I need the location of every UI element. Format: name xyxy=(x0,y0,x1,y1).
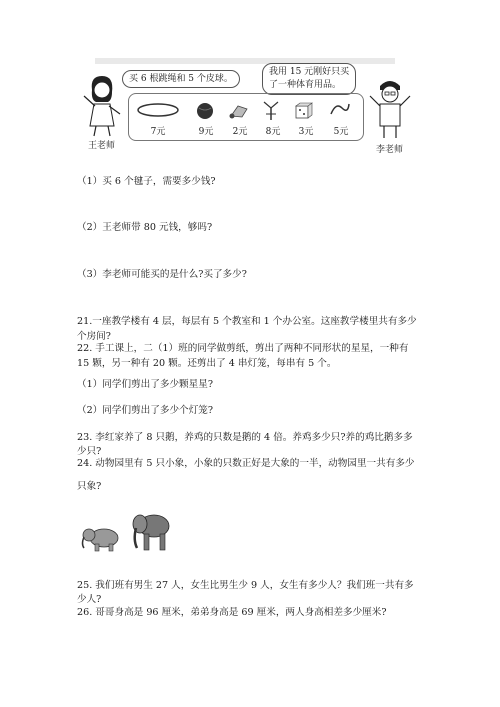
adult-elephant-icon xyxy=(130,510,172,552)
question-24-line2: 只象? xyxy=(77,481,102,492)
rope-icon xyxy=(328,100,352,120)
question-21-line2: 个房间? xyxy=(77,331,111,342)
badminton-racket-icon xyxy=(260,98,282,122)
teacher-wang-label: 王老师 xyxy=(88,141,116,151)
teacher-wang-figure xyxy=(78,70,128,138)
question-23-line1: 23. 李红家养了 8 只鹅，养鸡的只数是鹅的 4 倍。养鸡多少只?养的鸡比鹅多多 xyxy=(77,432,413,443)
left-speech-bubble xyxy=(122,70,240,88)
price-rope: 5元 xyxy=(333,127,349,137)
price-shuttlecock: 2元 xyxy=(232,127,248,137)
teacher-li-figure xyxy=(366,74,416,140)
price-ball: 9元 xyxy=(198,127,214,137)
price-racket: 8元 xyxy=(265,127,281,137)
price-dice: 3元 xyxy=(298,127,314,137)
dice-icon xyxy=(294,102,314,120)
question-25-line2: 少人? xyxy=(77,594,102,605)
question-22-line2: 15 颗，另一种有 20 颗。还剪出了 4 串灯笼，每串有 5 个。 xyxy=(77,358,337,369)
question-2: （2）王老师带 80 元钱，够吗? xyxy=(77,222,213,233)
left-bubble-text: 买 6 根跳绳和 5 个皮球。 xyxy=(129,74,233,84)
jump-rope-icon xyxy=(135,100,181,120)
question-21-line1: 21.一座教学楼有 4 层，每层有 5 个教室和 1 个办公室。这座教学楼里共有多少 xyxy=(77,316,417,327)
ball-icon xyxy=(195,101,215,121)
right-speech-bubble xyxy=(262,63,356,95)
question-1: （1）买 6 个毽子，需要多少钱? xyxy=(77,176,216,187)
right-bubble-line2: 了一种体育用品。 xyxy=(269,80,342,90)
teacher-li-label: 李老师 xyxy=(376,145,404,155)
baby-elephant-icon xyxy=(78,526,124,552)
right-bubble-line1: 我用 15 元刚好只买 xyxy=(269,67,350,77)
question-3: （3）李老师可能买的是什么?买了多少? xyxy=(77,269,247,280)
question-24-line1: 24. 动物园里有 5 只小象，小象的只数正好是大象的一半，动物园里一共有多少 xyxy=(77,458,415,469)
question-23-line2: 少只? xyxy=(77,446,102,457)
price-jump-rope: 7元 xyxy=(150,127,166,137)
question-22-sub2: （2）同学们剪出了多少个灯笼? xyxy=(77,405,213,416)
question-25-line1: 25. 我们班有男生 27 人，女生比男生少 9 人，女生有多少人？我们班一共有多 xyxy=(77,580,414,591)
question-22-line1: 22. 手工课上，二（1）班的同学做剪纸，剪出了两种不同形状的星星，一种有 xyxy=(77,343,409,354)
shuttlecock-icon xyxy=(228,102,250,120)
question-22-sub1: （1）同学们剪出了多少颗星星? xyxy=(77,379,213,390)
question-26: 26. 哥哥身高是 96 厘米，弟弟身高是 69 厘米，两人身高相差多少厘米? xyxy=(77,607,387,618)
